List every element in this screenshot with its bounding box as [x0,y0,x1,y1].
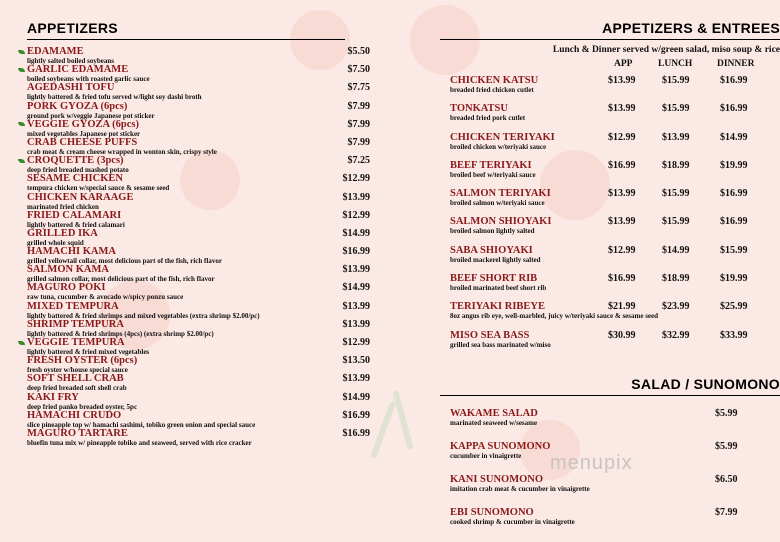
vegetarian-leaf-icon [18,159,25,163]
item-name [27,82,345,93]
item-name [27,392,345,403]
item-price: $13.99 [342,373,370,385]
item-description: boiled soybeans with roasted garlic sauce [27,75,150,84]
item-price: $13.99 [342,264,370,276]
item-name: TONKATSU [450,103,508,115]
menu-item [27,82,370,102]
item-description: deep fried breaded mashed potato [27,166,129,175]
item-description: grilled yellowtail collar, most delicious part of the fish, rich flavor [27,257,222,266]
item-name [27,373,345,384]
item-price: $7.50 [347,64,370,76]
item-name [27,192,345,203]
menu-item [27,173,370,193]
item-name-text: MAGURO POKI [27,282,106,294]
item-name-text: SALMON KAMA [27,264,109,276]
item-description: broiled beef w/teriyaki sauce [450,170,536,179]
dinner-price: $14.99 [720,131,748,143]
appetizers-title: APPETIZERS [27,20,345,40]
price-column-headers [440,59,758,73]
item-description: grilled whole squid [27,238,84,247]
dinner-price: $33.99 [720,329,748,341]
menu-item [27,46,370,65]
item-description: tempura chicken w/special sauce & sesame seed [27,184,170,193]
lunch-price: $15.99 [662,216,690,228]
item-name [27,210,345,221]
menu-item [27,136,370,156]
leaf-decoration [370,401,396,459]
menu-item [27,227,370,247]
dinner-price: $16.99 [720,103,748,115]
item-description: raw tuna, cucumber & avocado w/spicy ponzu sauce [27,293,184,302]
app-price: $16.99 [608,273,636,285]
item-name [27,137,345,148]
lunch-price: $15.99 [662,188,690,200]
item-price: $7.99 [347,136,370,148]
item-name-text: SESAME CHICKEN [27,173,123,185]
item-name-text: CROQUETTE (3pcs) [27,155,124,167]
item-name-text: MIXED TEMPURA [27,300,119,312]
vegetarian-leaf-icon [18,50,25,54]
vegetarian-leaf-icon [18,68,25,72]
menu-item [27,409,370,429]
header-app: APP [614,59,633,69]
app-price: $13.99 [608,216,636,228]
item-name: BEEF SHORT RIB [450,273,538,285]
lunch-price: $23.99 [662,301,690,313]
lunch-price: $15.99 [662,103,690,115]
menu-item [27,64,370,84]
item-name-text: MAGURO TARTARE [27,427,128,439]
item-price: $13.99 [342,300,370,312]
item-description: cooked shrimp & cucumber in vinaigrette [450,517,575,526]
leaf-decoration [392,390,413,450]
item-name: EBI SUNOMONO [450,506,534,518]
entree-item [450,301,758,329]
item-name [27,228,345,239]
item-name [27,428,345,439]
item-description: ground pork w/veggie Japanese pot sticker [27,111,155,120]
item-name-text: EDAMAME [27,46,84,57]
salad-item [450,408,758,441]
menu-item [27,318,370,338]
entree-item [450,245,758,273]
menu-item [27,373,370,393]
entrees-title: APPETIZERS & ENTREES [440,20,780,40]
app-price: $16.99 [608,159,636,171]
item-name: KANI SUNOMONO [450,473,544,485]
menu-item [27,427,370,447]
item-description: breaded fried chicken cutlet [450,86,534,94]
item-price: $12.99 [342,173,370,185]
item-description: bluefin tuna mix w/ pineapple tobiko and seaweed, served with rice cracker [27,438,252,447]
item-name [27,355,345,366]
entree-item [450,330,758,358]
item-price: $6.50 [715,473,738,485]
menu-item [27,264,370,284]
item-price: $12.99 [342,209,370,221]
item-price: $13.50 [342,355,370,367]
item-price: $16.99 [342,409,370,421]
item-name [27,301,345,312]
dinner-price: $15.99 [720,244,748,256]
dinner-price: $19.99 [720,273,748,285]
item-description: marinated fried chicken [27,202,99,211]
menu-item [27,191,370,211]
lunch-price: $15.99 [662,75,690,86]
appetizers-column [27,0,370,447]
item-name: CHICKEN TERIYAKI [450,131,555,143]
item-description: lightly battered & fried calamari [27,220,125,229]
entree-item [450,160,758,188]
item-description: imitation crab meat & cucumber in vinaigrette [450,484,590,493]
entree-item [450,216,758,244]
entree-item [450,132,758,160]
lunch-price: $13.99 [662,131,690,143]
item-name-text: GARLIC EDAMAME [27,64,129,76]
item-price: $14.99 [342,282,370,294]
lunch-price: $18.99 [662,159,690,171]
item-description: broiled salmon lightly salted [450,227,535,236]
salad-item [450,474,758,507]
app-price: $13.99 [608,103,636,115]
vegetarian-leaf-icon [18,341,25,345]
item-name [27,246,345,257]
item-price: $13.99 [342,191,370,203]
item-description: lightly battered & fried shrimps (4pcs) (extra shrimp $2.00/pc) [27,329,214,338]
item-name: MISO SEA BASS [450,329,530,341]
watermark: menupix [550,452,633,474]
app-price: $13.99 [608,188,636,200]
item-name-text: GRILLED IKA [27,227,98,239]
appetizers-list [27,46,370,447]
item-name [27,119,345,130]
item-price: $16.99 [342,246,370,258]
item-name [27,155,345,166]
menu-item [27,118,370,138]
menu-item [27,209,370,229]
item-description: broiled mackerel lightly salted [450,255,541,264]
item-description: marinated seaweed w/sesame [450,418,538,427]
item-price: $13.99 [342,318,370,330]
item-name: SALMON TERIYAKI [450,188,551,200]
vegetarian-leaf-icon [18,122,25,126]
app-price: $21.99 [608,301,636,313]
item-description: breaded fried pork cutlet [450,114,526,123]
item-price: $7.99 [347,118,370,130]
item-description: deep fried breaded soft shell crab [27,384,127,393]
dinner-price: $25.99 [720,301,748,313]
item-description: crab meat & cream cheese wrapped in wonton skin, crispy style [27,147,217,156]
item-name-text: HAMACHI KAMA [27,246,116,258]
item-description: lightly battered & fried tofu served w/light soy dashi broth [27,93,202,102]
item-name: KAPPA SUNOMONO [450,440,551,452]
item-description: slice pineapple top w/ hamachi sashimi, tobiko green onion and special sauce [27,420,256,429]
item-price: $5.50 [347,46,370,57]
salad-item [450,507,758,540]
app-price: $30.99 [608,329,636,341]
item-name-text: SHRIMP TEMPURA [27,318,124,330]
item-description: 8oz angus rib eye, well-marbled, juicy w/teriyaki sauce & sesame seed [450,312,659,321]
entrees-subtitle: Lunch & Dinner served w/green salad, miso soup & rice [552,45,780,55]
menu-item [27,355,370,375]
item-name-text: KAKI FRY [27,391,79,403]
salad-title: SALAD / SUNOMONO [440,376,780,396]
item-name-text: FRIED CALAMARI [27,209,122,221]
item-price: $7.75 [347,82,370,94]
item-name [27,319,345,330]
item-name [27,101,345,112]
item-name: BEEF TERIYAKI [450,159,532,171]
item-price: $5.99 [715,407,738,419]
menu-item [27,100,370,120]
item-name: SABA SHIOYAKI [450,244,533,256]
item-name-text: VEGGIE GYOZA (6pcs) [27,118,140,130]
item-name: WAKAME SALAD [450,407,538,419]
item-name [27,64,345,75]
item-price: $7.99 [715,506,738,518]
item-name [27,173,345,184]
item-name-text: PORK GYOZA (6pcs) [27,100,128,112]
entree-item [450,75,758,103]
item-description: broiled marinated beef short rib [450,284,547,293]
item-name-text: SOFT SHELL CRAB [27,373,124,385]
item-description: cucumber in vinaigrette [450,451,522,460]
item-name [27,410,345,421]
item-description: lightly salted boiled soybeans [27,57,114,65]
header-dinner: DINNER [717,59,755,69]
dinner-price: $16.99 [720,75,748,86]
item-name-text: VEGGIE TEMPURA [27,337,125,348]
item-name [27,46,345,57]
entree-item [450,273,758,301]
lunch-price: $14.99 [662,244,690,256]
item-description: grilled salmon collar, most delicious part of the fish, rich flavor [27,275,215,284]
item-price: $16.99 [342,427,370,439]
item-name [27,337,345,348]
item-description: lightly battered & fried shrimps and mixed vegetables (extra shrimp $2.00/pc) [27,311,260,320]
app-price: $12.99 [608,131,636,143]
item-description: fresh oyster w/house special sauce [27,366,128,375]
menu-item [27,391,370,411]
menu-item [27,337,370,356]
item-name [27,282,345,293]
item-name: SALMON SHIOYAKI [450,216,552,228]
menu-item [27,282,370,302]
lunch-price: $32.99 [662,329,690,341]
dinner-price: $19.99 [720,159,748,171]
item-name-text: CHICKEN KARAAGE [27,191,134,203]
item-name: CHICKEN KATSU [450,75,539,86]
item-price: $7.25 [347,155,370,167]
header-lunch: LUNCH [658,59,693,69]
item-description: lightly battered & fried mixed vegetables [27,348,150,356]
item-name [27,264,345,275]
item-name: TERIYAKI RIBEYE [450,301,546,313]
item-description: broiled salmon w/teriyaki sauce [450,199,545,208]
item-price: $12.99 [342,337,370,348]
item-description: mixed vegetables Japanese pot sticker [27,129,141,138]
app-price: $13.99 [608,75,636,86]
item-description: deep fried panko breaded oyster, 5pc [27,402,138,411]
item-name-text: AGEDASHI TOFU [27,82,115,94]
menu-item [27,155,370,175]
item-description: broiled chicken w/teriyaki sauce [450,142,547,151]
entrees-list [440,75,758,358]
menu-item [27,246,370,266]
item-description: grilled sea bass marinated w/miso [450,340,551,349]
dinner-price: $16.99 [720,188,748,200]
dinner-price: $16.99 [720,216,748,228]
item-name-text: HAMACHI CRUDO [27,409,122,421]
entree-item [450,103,758,131]
app-price: $12.99 [608,244,636,256]
item-name-text: CRAB CHEESE PUFFS [27,136,138,148]
item-price: $5.99 [715,440,738,452]
item-price: $7.99 [347,100,370,112]
item-price: $14.99 [342,227,370,239]
lunch-price: $18.99 [662,273,690,285]
menu-item [27,300,370,320]
item-price: $14.99 [342,391,370,403]
entree-item [450,188,758,216]
item-name-text: FRESH OYSTER (6pcs) [27,355,138,367]
